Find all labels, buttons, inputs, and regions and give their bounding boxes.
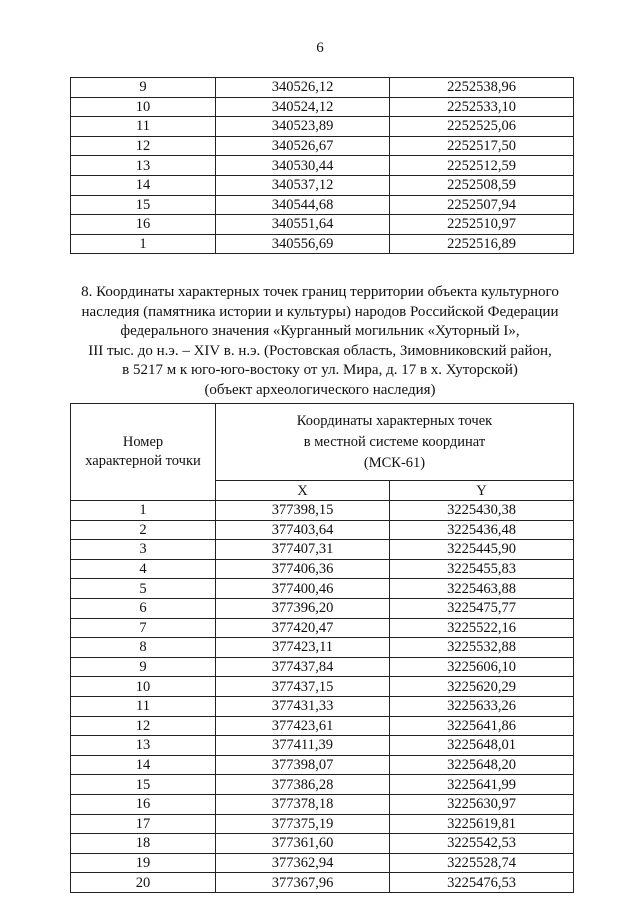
header-x: X — [216, 481, 390, 501]
point-number-cell: 9 — [71, 78, 216, 98]
point-number-cell: 14 — [71, 175, 216, 195]
point-number-cell: 6 — [71, 598, 216, 618]
table-row — [71, 775, 574, 795]
table-row — [71, 794, 574, 814]
table-row — [71, 618, 574, 638]
x-coordinate-cell: 340524,12 — [216, 97, 390, 117]
table-row — [71, 559, 574, 579]
point-number-cell: 11 — [71, 696, 216, 716]
table-row — [71, 677, 574, 697]
point-number-cell: 5 — [71, 579, 216, 599]
header-text: в местной системе координат — [303, 433, 486, 450]
heading-line: в 5217 м к юго-юго-востоку от ул. Мира, д. 17 в х. Хуторской) — [122, 362, 518, 378]
point-number-cell: 14 — [71, 755, 216, 775]
header-text: Номер — [122, 434, 164, 450]
table-row — [71, 540, 574, 560]
y-coordinate-cell: 3225648,01 — [390, 736, 574, 756]
x-coordinate-cell: 377378,18 — [216, 794, 390, 814]
x-coordinate-cell: 377406,36 — [216, 559, 390, 579]
header-y: Y — [390, 481, 574, 501]
x-coordinate-cell: 377362,94 — [216, 853, 390, 873]
x-coordinate-cell: 377386,28 — [216, 775, 390, 795]
x-coordinate-cell: 340544,68 — [216, 195, 390, 215]
x-coordinate-cell: 377375,19 — [216, 814, 390, 834]
y-coordinate-cell: 3225633,26 — [390, 696, 574, 716]
x-coordinate-cell: 377403,64 — [216, 520, 390, 540]
point-number-cell: 4 — [71, 559, 216, 579]
x-coordinate-cell: 340556,69 — [216, 234, 390, 254]
coordinates-table — [70, 403, 574, 893]
header-text: характерной точки — [85, 453, 201, 469]
x-coordinate-cell: 377398,15 — [216, 501, 390, 521]
y-coordinate-cell: 3225532,88 — [390, 638, 574, 658]
table-row — [71, 175, 574, 195]
point-number-cell: 9 — [71, 657, 216, 677]
x-coordinate-cell: 377398,07 — [216, 755, 390, 775]
point-number-cell: 17 — [71, 814, 216, 834]
heading-line: наследия (памятника истории и культуры) народов Российской Федерации — [81, 303, 559, 320]
heading-line: III тыс. до н.э. – XIV в. н.э. (Ростовская область, Зимовниковский район, — [88, 342, 552, 359]
point-number-cell: 8 — [71, 638, 216, 658]
y-coordinate-cell: 3225620,29 — [390, 677, 574, 697]
table-row — [71, 520, 574, 540]
y-coordinate-cell: 3225619,81 — [390, 814, 574, 834]
y-coordinate-cell: 3225648,20 — [390, 755, 574, 775]
x-coordinate-cell: 377420,47 — [216, 618, 390, 638]
table-row — [71, 234, 574, 254]
table-row — [71, 215, 574, 235]
point-number-cell: 13 — [71, 736, 216, 756]
y-coordinate-cell: 2252507,94 — [390, 195, 574, 215]
x-coordinate-cell: 377367,96 — [216, 873, 390, 893]
x-coordinate-cell: 377437,84 — [216, 657, 390, 677]
point-number-cell: 18 — [71, 834, 216, 854]
y-coordinate-cell: 2252538,96 — [390, 78, 574, 98]
point-number-cell: 3 — [71, 540, 216, 560]
x-coordinate-cell: 340530,44 — [216, 156, 390, 176]
page-number: 6 — [316, 40, 324, 56]
section-heading — [40, 283, 600, 400]
x-coordinate-cell: 377400,46 — [216, 579, 390, 599]
table-row — [71, 853, 574, 873]
y-coordinate-cell: 3225641,86 — [390, 716, 574, 736]
header-coordinates — [216, 404, 574, 481]
x-coordinate-cell: 377407,31 — [216, 540, 390, 560]
table-row — [71, 156, 574, 176]
y-coordinate-cell: 3225606,10 — [390, 657, 574, 677]
y-coordinate-cell: 3225455,83 — [390, 559, 574, 579]
x-coordinate-cell: 377423,61 — [216, 716, 390, 736]
table-row — [71, 696, 574, 716]
y-coordinate-cell: 3225542,53 — [390, 834, 574, 854]
y-coordinate-cell: 3225476,53 — [390, 873, 574, 893]
header-point-number — [71, 404, 216, 501]
y-coordinate-cell: 3225436,48 — [390, 520, 574, 540]
x-coordinate-cell: 377437,15 — [216, 677, 390, 697]
table-row — [71, 755, 574, 775]
point-number-cell: 7 — [71, 618, 216, 638]
table-row — [71, 834, 574, 854]
table-row — [71, 78, 574, 98]
point-number-cell: 20 — [71, 873, 216, 893]
x-coordinate-cell: 340551,64 — [216, 215, 390, 235]
table-body — [71, 78, 574, 254]
x-coordinate-cell: 340526,67 — [216, 136, 390, 156]
y-coordinate-cell: 2252525,06 — [390, 117, 574, 137]
y-coordinate-cell: 3225528,74 — [390, 853, 574, 873]
point-number-cell: 15 — [71, 775, 216, 795]
point-number-cell: 16 — [71, 794, 216, 814]
table-row — [71, 638, 574, 658]
point-number-cell: 12 — [71, 136, 216, 156]
x-coordinate-cell: 377423,11 — [216, 638, 390, 658]
table-row — [71, 598, 574, 618]
point-number-cell: 19 — [71, 853, 216, 873]
x-coordinate-cell: 340523,89 — [216, 117, 390, 137]
y-coordinate-cell: 3225522,16 — [390, 618, 574, 638]
table-row — [71, 117, 574, 137]
table-row — [71, 814, 574, 834]
y-coordinate-cell: 3225475,77 — [390, 598, 574, 618]
point-number-cell: 1 — [71, 234, 216, 254]
point-number-cell: 13 — [71, 156, 216, 176]
y-coordinate-cell: 2252516,89 — [390, 234, 574, 254]
table-row — [71, 97, 574, 117]
y-coordinate-cell: 2252510,97 — [390, 215, 574, 235]
coordinates-table-continued — [70, 77, 574, 254]
y-coordinate-cell: 2252512,59 — [390, 156, 574, 176]
x-coordinate-cell: 377431,33 — [216, 696, 390, 716]
x-coordinate-cell: 340526,12 — [216, 78, 390, 98]
table-row — [71, 736, 574, 756]
y-coordinate-cell: 2252508,59 — [390, 175, 574, 195]
table-row — [71, 501, 574, 521]
header-text: (МСК-61) — [363, 454, 426, 471]
y-coordinate-cell: 3225445,90 — [390, 540, 574, 560]
y-coordinate-cell: 2252517,50 — [390, 136, 574, 156]
point-number-cell: 12 — [71, 716, 216, 736]
x-coordinate-cell: 377411,39 — [216, 736, 390, 756]
x-coordinate-cell: 340537,12 — [216, 175, 390, 195]
y-coordinate-cell: 3225641,99 — [390, 775, 574, 795]
point-number-cell: 15 — [71, 195, 216, 215]
y-coordinate-cell: 2252533,10 — [390, 97, 574, 117]
y-coordinate-cell: 3225463,88 — [390, 579, 574, 599]
x-coordinate-cell: 377361,60 — [216, 834, 390, 854]
header-text: Координаты характерных точек — [296, 412, 493, 429]
table-row — [71, 195, 574, 215]
point-number-cell: 10 — [71, 97, 216, 117]
heading-line: 8. Координаты характерных точек границ территории объекта культурного — [81, 284, 559, 300]
table-body — [71, 501, 574, 893]
point-number-cell: 11 — [71, 117, 216, 137]
table-row — [71, 136, 574, 156]
point-number-cell: 2 — [71, 520, 216, 540]
point-number-cell: 10 — [71, 677, 216, 697]
table-row — [71, 657, 574, 677]
heading-line: федерального значения «Курганный могильник «Хуторный I», — [120, 323, 520, 339]
table-row — [71, 579, 574, 599]
table-row — [71, 716, 574, 736]
x-coordinate-cell: 377396,20 — [216, 598, 390, 618]
point-number-cell: 1 — [71, 501, 216, 521]
y-coordinate-cell: 3225630,97 — [390, 794, 574, 814]
y-coordinate-cell: 3225430,38 — [390, 501, 574, 521]
table-row — [71, 873, 574, 893]
point-number-cell: 16 — [71, 215, 216, 235]
heading-line: (объект археологического наследия) — [204, 381, 436, 398]
